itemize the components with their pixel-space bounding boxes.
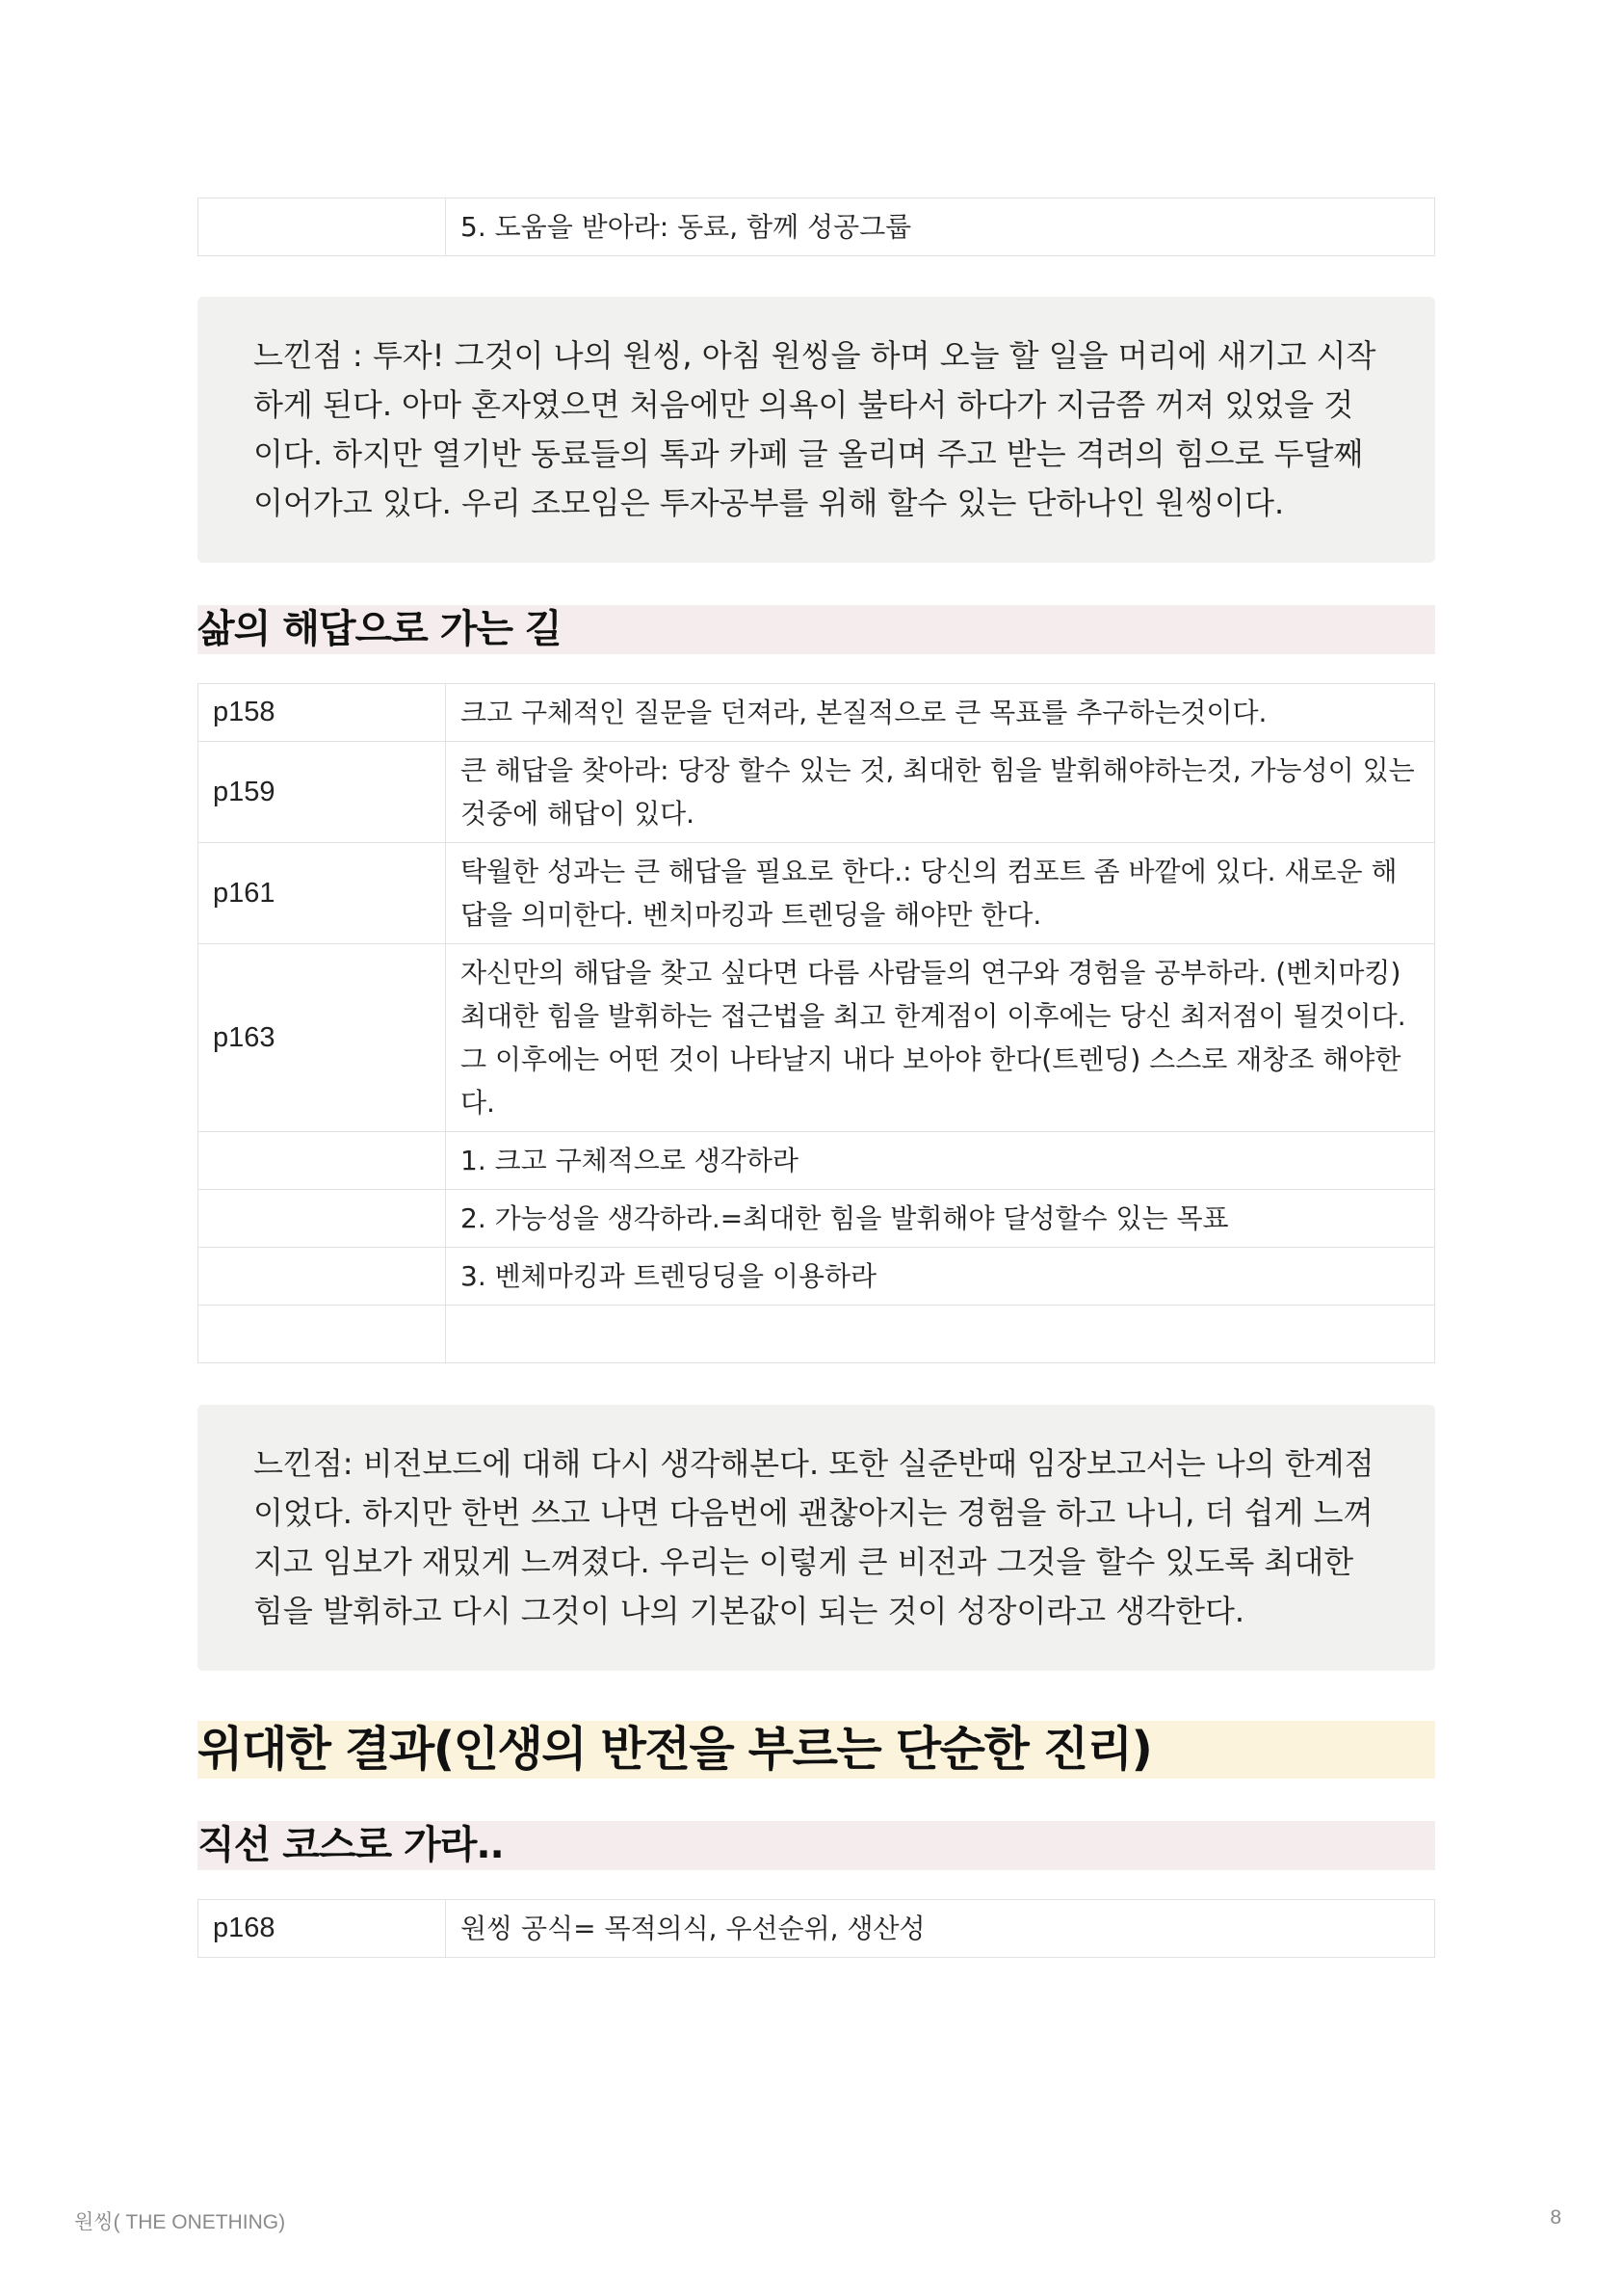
page-cell: p161 [198,843,446,944]
note-cell: 큰 해답을 찾아라: 당장 할수 있는 것, 최대한 힘을 발휘해야하는것, 가능성이 있는 것중에 해답이 있다. [446,742,1435,843]
note-cell [446,1306,1435,1363]
note-cell: 원씽 공식= 목적의식, 우선순위, 생산성 [446,1900,1435,1958]
table-row [198,198,1435,256]
note-cell: 탁월한 성과는 큰 해답을 필요로 한다.: 당신의 컴포트 좀 바깥에 있다. 새로운 해답을 의미한다. 벤치마킹과 트렌딩을 해야만 한다. [446,843,1435,944]
page-content [197,198,1435,1958]
table-row [198,1132,1435,1190]
footer-document-title: 원씽( THE ONETHING) [74,2211,286,2233]
note-cell: 2. 가능성을 생각하라.=최대한 힘을 발휘해야 달성할수 있는 목표 [446,1190,1435,1248]
page-cell: p168 [198,1900,446,1958]
table-row [198,1190,1435,1248]
table-row [198,742,1435,843]
page-cell: p163 [198,944,446,1132]
chapter-heading: 위대한 결과(인생의 반전을 부르는 단순한 진리) [197,1721,1435,1779]
table-row [198,1900,1435,1958]
note-cell: 1. 크고 구체적으로 생각하라 [446,1132,1435,1190]
note-cell: 자신만의 해답을 찾고 싶다면 다름 사람들의 연구와 경험을 공부하라. (벤치마킹) 최대한 힘을 발휘하는 접근법을 최고 한계점이 이후에는 당신 최저점이 될것이다. 그 이후에는 어떤 것이 나타날지 내다 보아야 한다(트렌딩) 스스로 재창조 해야한다. [446,944,1435,1132]
page-cell [198,1306,446,1363]
notes-table-section-1 [197,683,1435,1363]
table-row [198,1248,1435,1306]
notes-table-section-2 [197,1899,1435,1958]
page-cell [198,1190,446,1248]
page-cell [198,1248,446,1306]
notes-table-top [197,198,1435,256]
reflection-callout: 느낀점: 비전보드에 대해 다시 생각해본다. 또한 실준반때 임장보고서는 나의 한계점이었다. 하지만 한번 쓰고 나면 다음번에 괜찮아지는 경험을 하고 나니, 더 쉽게 느껴지고 임보가 재밌게 느껴졌다. 우리는 이렇게 큰 비전과 그것을 할수 있도록 최대한 힘을 발휘하고 다시 그것이 나의 기본값이 되는 것이 성장이라고 생각한다. [197,1405,1435,1671]
table-row [198,1306,1435,1363]
note-cell: 크고 구체적인 질문을 던져라, 본질적으로 큰 목표를 추구하는것이다. [446,684,1435,742]
table-row [198,843,1435,944]
section-heading: 직선 코스로 가라.. [197,1821,1435,1870]
table-row [198,944,1435,1132]
page-cell: p158 [198,684,446,742]
section-heading: 삶의 해답으로 가는 길 [197,605,1435,654]
table-row [198,684,1435,742]
page-cell [198,198,446,256]
reflection-callout: 느낀점 : 투자! 그것이 나의 원씽, 아침 원씽을 하며 오늘 할 일을 머리에 새기고 시작하게 된다. 아마 혼자였으면 처음에만 의욕이 불타서 하다가 지금쯤 꺼져 있었을 것이다. 하지만 열기반 동료들의 톡과 카페 글 올리며 주고 받는 격려의 힘으로 두달째 이어가고 있다. 우리 조모임은 투자공부를 위해 할수 있는 단하나인 원씽이다. [197,297,1435,563]
page-cell: p159 [198,742,446,843]
note-cell: 5. 도움을 받아라: 동료, 함께 성공그룹 [446,198,1435,256]
page-cell [198,1132,446,1190]
footer-page-number: 8 [1550,2206,1561,2229]
note-cell: 3. 벤체마킹과 트렌딩딩을 이용하라 [446,1248,1435,1306]
